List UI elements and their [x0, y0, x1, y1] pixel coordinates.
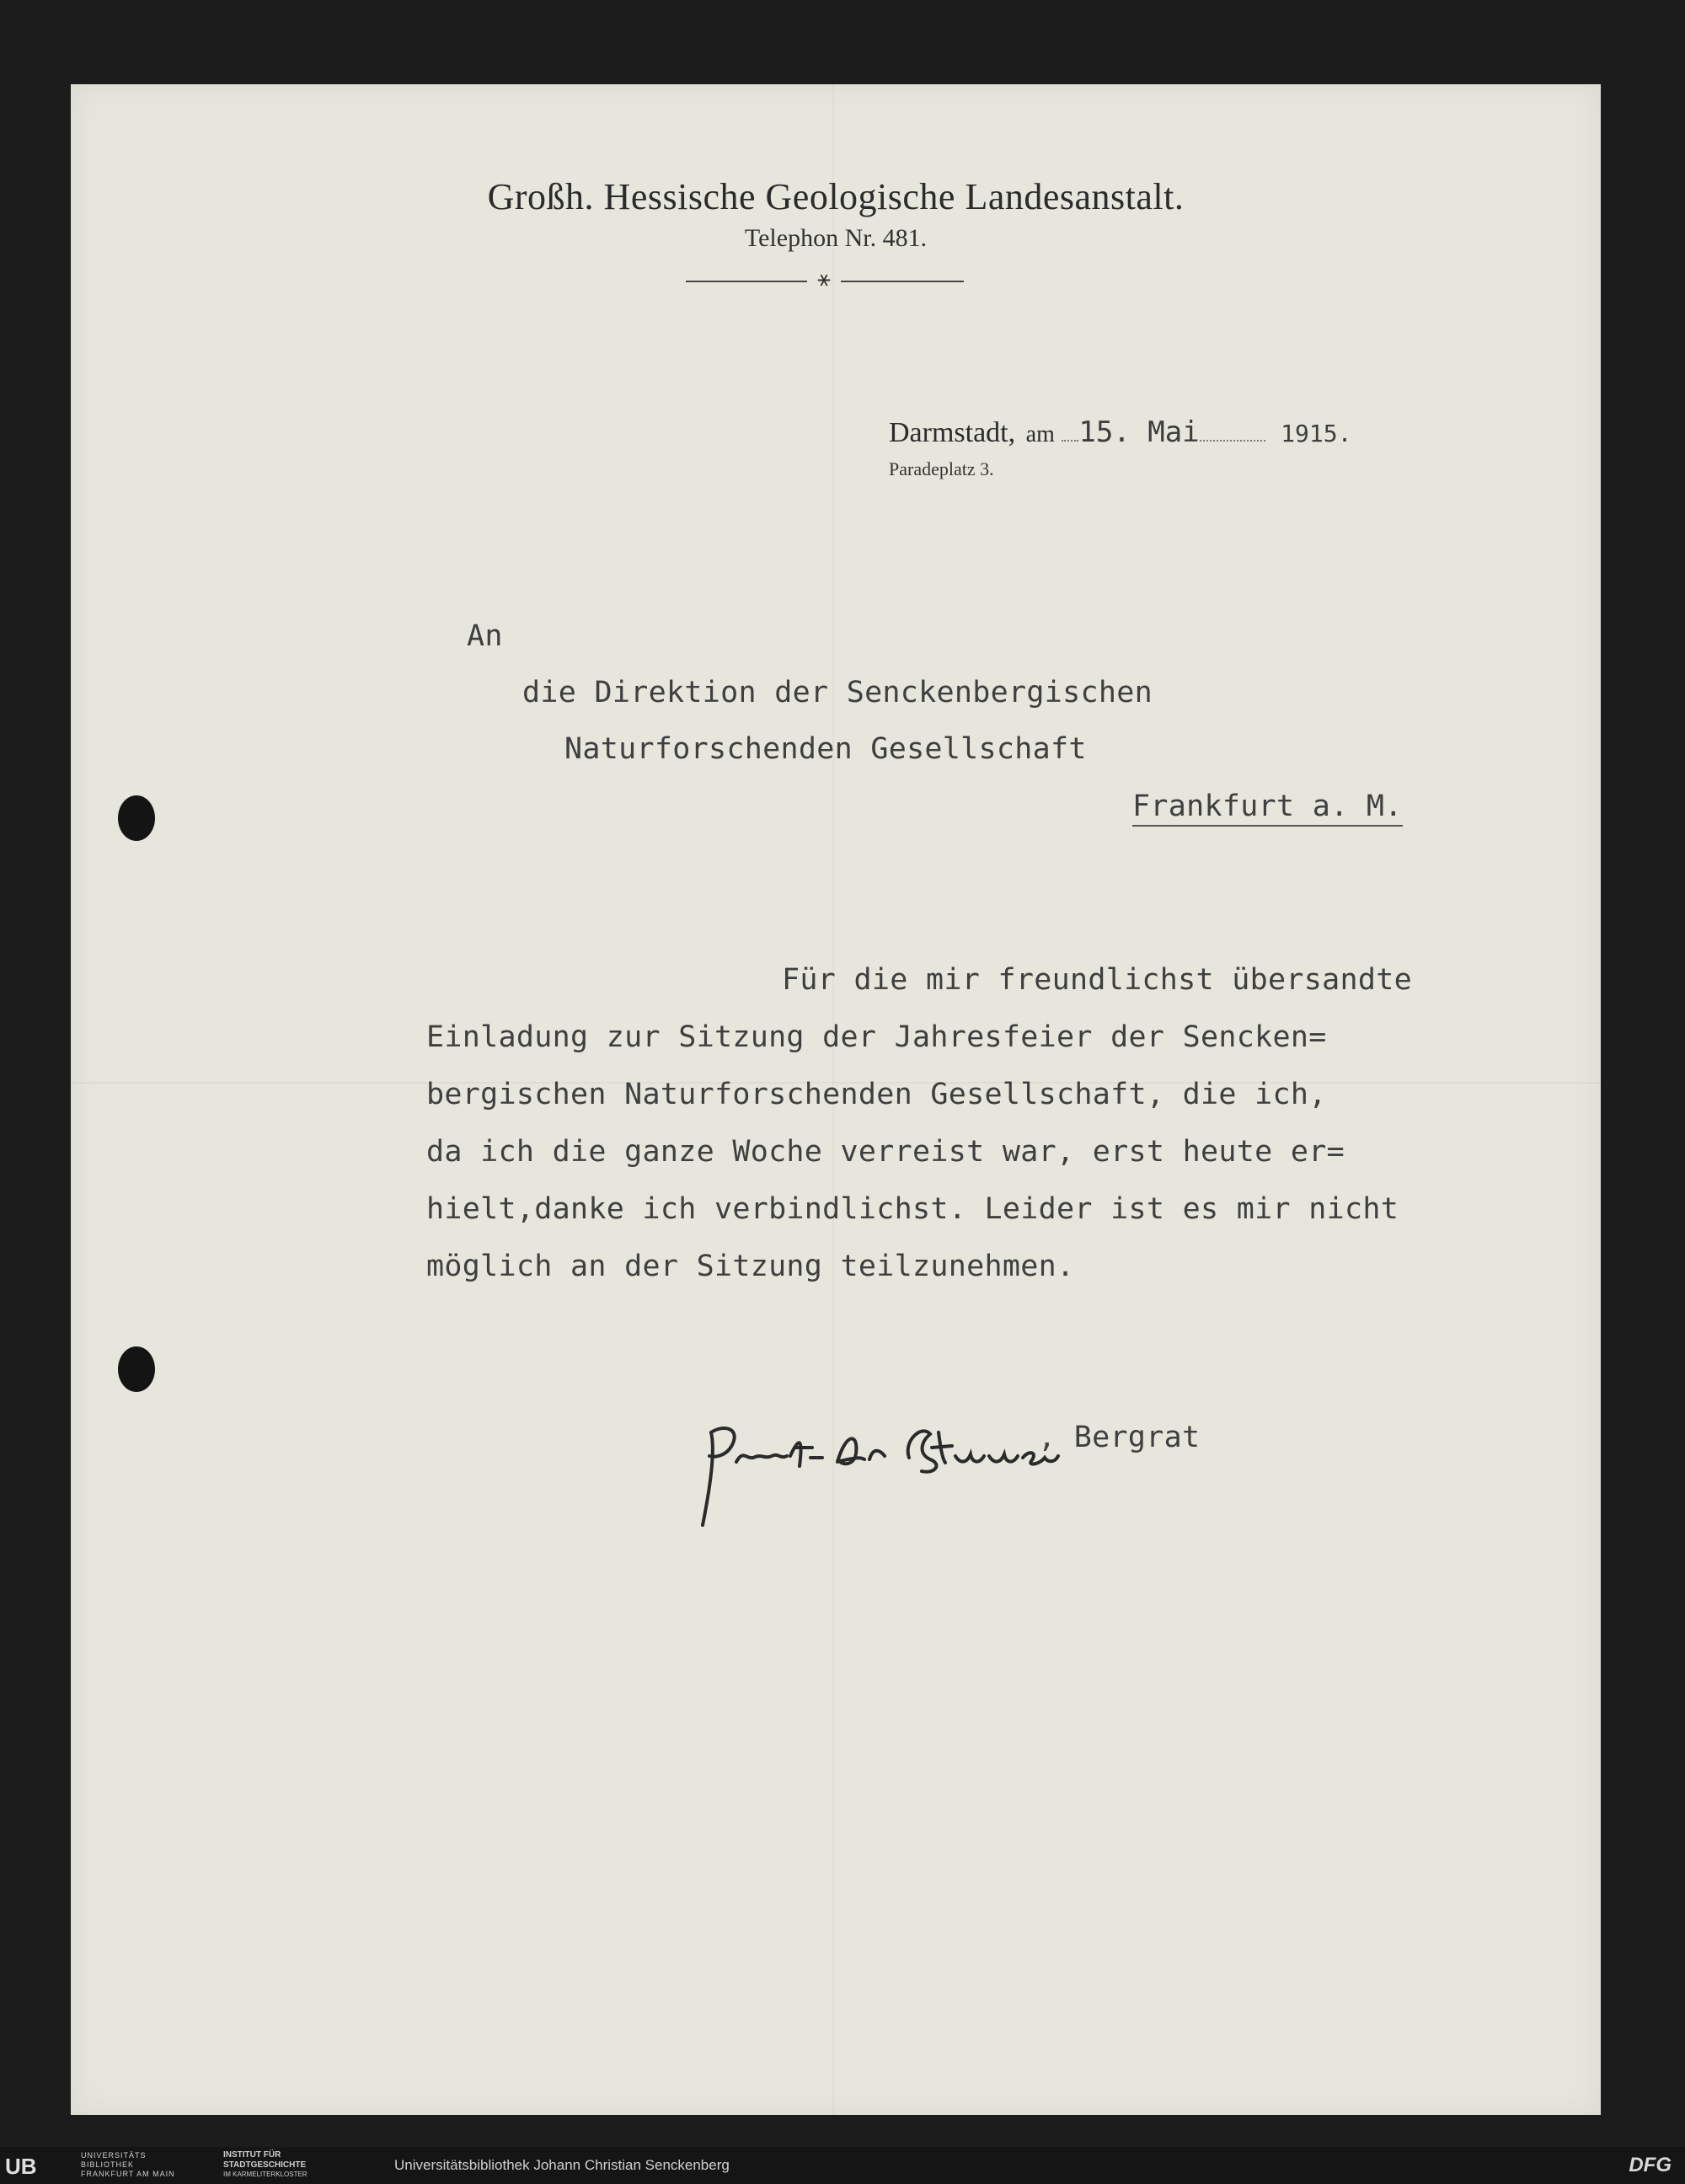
- body-line-6: möglich an der Sitzung teilzunehmen.: [426, 1250, 1075, 1283]
- letterhead-rule-left: [686, 281, 807, 282]
- institut-text-line: IM KARMELITERKLOSTER: [223, 2171, 308, 2178]
- dateline-date: 15. Mai: [1078, 415, 1200, 449]
- dfg-logo: DFG: [1629, 2154, 1672, 2176]
- body-line-3: bergischen Naturforschenden Gesellschaft, die ich,: [426, 1078, 1327, 1111]
- institut-text-line: INSTITUT FÜR: [223, 2150, 281, 2160]
- body-line-2: Einladung zur Sitzung der Jahresfeier der Sencken=: [426, 1020, 1327, 1054]
- date-dotted-line-end: [1200, 415, 1265, 442]
- letter-page: [71, 84, 1601, 2115]
- recipient-prefix: An: [467, 619, 503, 653]
- body-line-1: Für die mir freundlichst übersandte: [782, 963, 1413, 997]
- signature-title: , Bergrat: [1038, 1421, 1201, 1454]
- punch-hole-bottom: [118, 1346, 155, 1392]
- institut-logo-text: [223, 2150, 308, 2178]
- body-line-4: da ich die ganze Woche verreist war, erst heute er=: [426, 1135, 1345, 1169]
- footer-caption: Universitätsbibliothek Johann Christian Senckenberg: [394, 2157, 730, 2173]
- body-line-5: hielt,danke ich verbindlichst. Leider ist es mir nicht: [426, 1192, 1399, 1226]
- letterhead-rule-right: [841, 281, 964, 282]
- handwritten-signature: [677, 1382, 1132, 1550]
- letterhead-ornament-icon: ⚹: [817, 266, 831, 292]
- ub-logo-text: [81, 2151, 175, 2179]
- recipient-line-1: die Direktion der Senckenbergischen: [522, 676, 1153, 709]
- institut-text-line: STADTGESCHICHTE: [223, 2160, 307, 2170]
- letterhead-title: Großh. Hessische Geologische Landesanstalt.: [487, 176, 1185, 217]
- ub-text-line: FRANKFURT AM MAIN: [81, 2170, 175, 2178]
- ub-text-line: UNIVERSITÄTS: [81, 2151, 147, 2160]
- dateline-address: Paradeplatz 3.: [889, 458, 994, 479]
- ub-text-line: BIBLIOTHEK: [81, 2160, 135, 2169]
- recipient-city: Frankfurt a. M.: [1132, 790, 1403, 827]
- dateline-am: am: [1025, 421, 1055, 447]
- letterhead-telephone: Telephon Nr. 481.: [744, 224, 928, 252]
- ub-logo: UB: [5, 2154, 37, 2179]
- dateline-place: Darmstadt,: [889, 417, 1016, 448]
- dateline: [889, 415, 1351, 449]
- recipient-line-2: Naturforschenden Gesellschaft: [564, 732, 1087, 766]
- archive-footer: [0, 2147, 1685, 2184]
- punch-hole-top: [118, 795, 155, 841]
- dateline-year: 1915.: [1281, 420, 1352, 447]
- date-dotted-line-start: [1062, 415, 1078, 442]
